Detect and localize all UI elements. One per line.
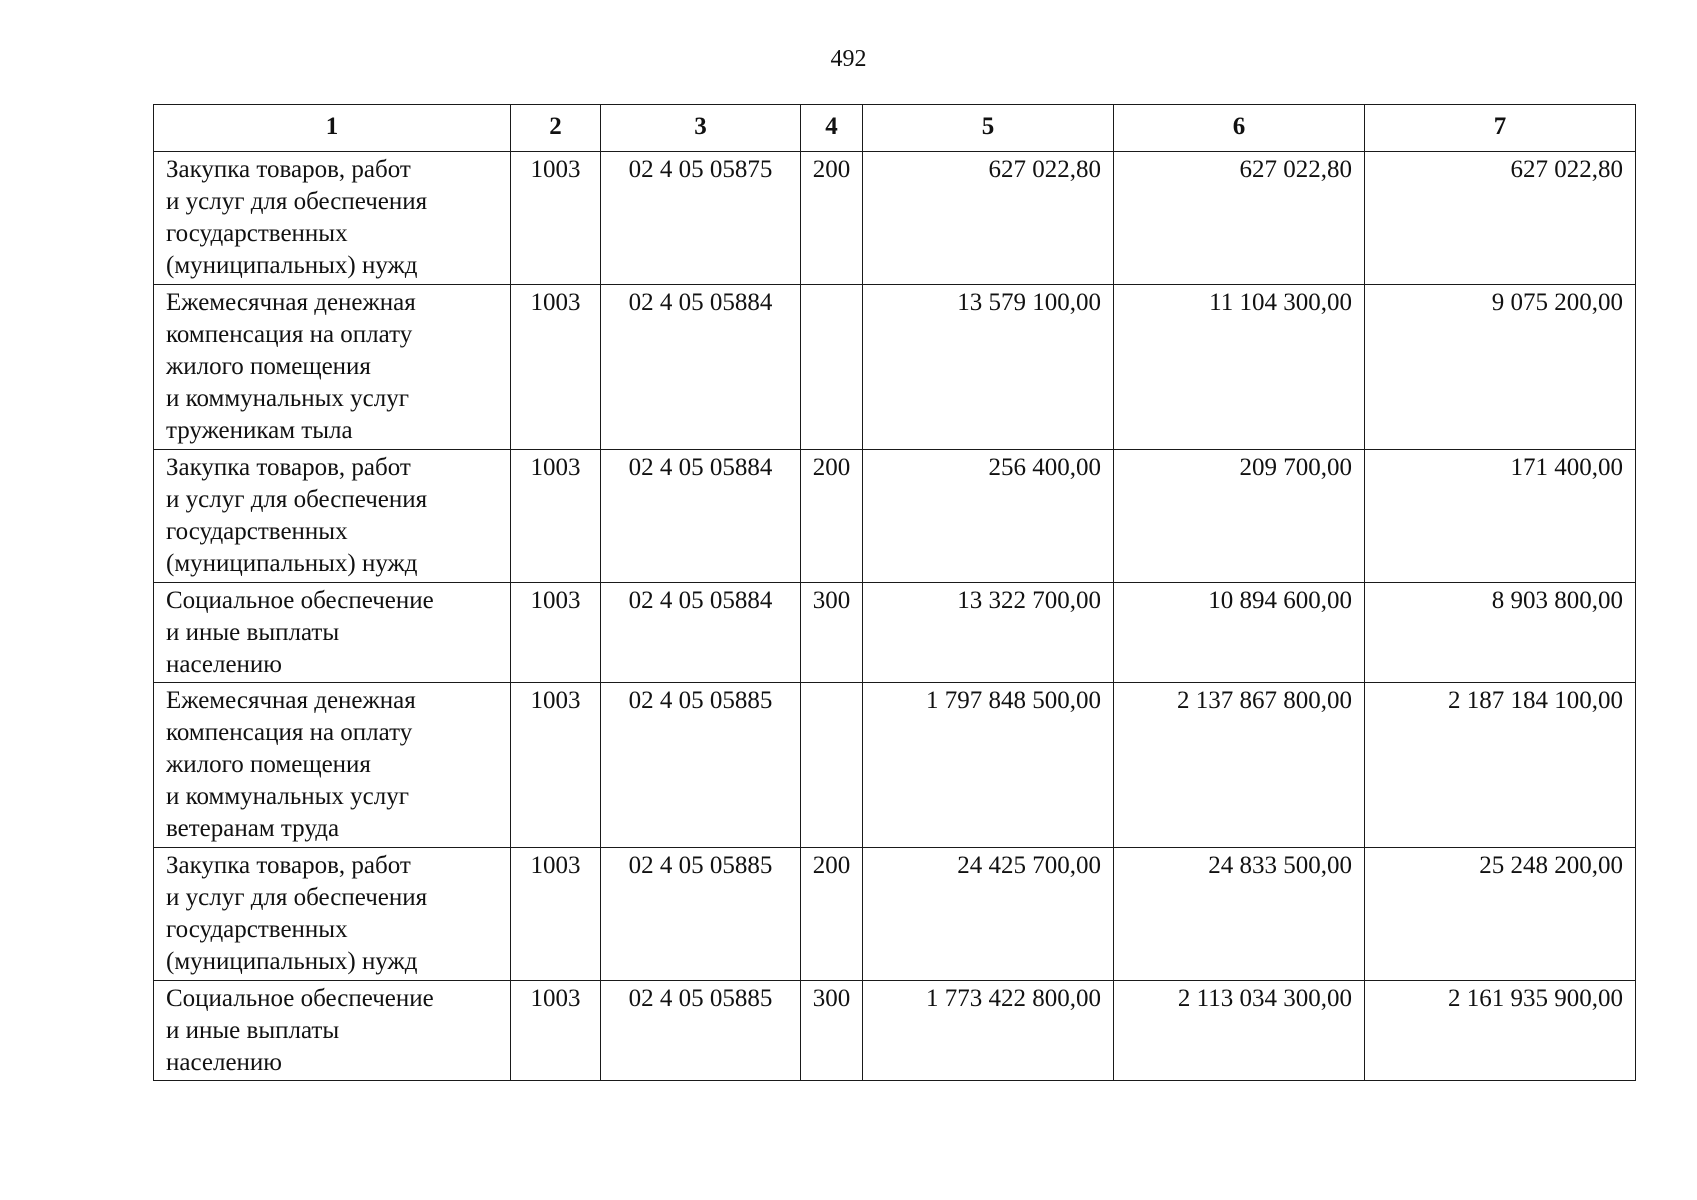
row-name-line: Закупка товаров, работ <box>166 156 411 183</box>
amount-year1-cell: 24 425 700,00 <box>863 848 1114 981</box>
row-name-line: Закупка товаров, работ <box>166 852 411 879</box>
row-name-line: жилого помещения <box>166 751 371 778</box>
column-header: 3 <box>601 105 801 152</box>
amount-year1-cell: 1 773 422 800,00 <box>863 981 1114 1081</box>
amount-year3-cell: 2 187 184 100,00 <box>1365 683 1636 848</box>
section-code-cell: 1003 <box>511 583 601 683</box>
row-name-line: и коммунальных услуг <box>166 783 409 810</box>
target-code-cell: 02 4 05 05884 <box>601 450 801 583</box>
amount-year2-cell: 11 104 300,00 <box>1114 285 1365 450</box>
section-code-cell: 1003 <box>511 683 601 848</box>
budget-table <box>153 104 1636 1081</box>
target-code-cell: 02 4 05 05885 <box>601 683 801 848</box>
row-name-cell <box>154 848 511 981</box>
target-code-cell: 02 4 05 05884 <box>601 285 801 450</box>
row-name-line: государственных <box>166 220 348 247</box>
row-name-line: труженикам тыла <box>166 417 353 444</box>
table-row <box>154 683 1636 848</box>
row-name-line: населению <box>166 1049 282 1076</box>
expense-type-cell: 200 <box>801 848 863 981</box>
column-header: 2 <box>511 105 601 152</box>
row-name-line: и услуг для обеспечения <box>166 486 428 513</box>
amount-year3-cell: 627 022,80 <box>1365 152 1636 285</box>
row-name-line: Социальное обеспечение <box>166 985 434 1012</box>
row-name-line: и иные выплаты <box>166 619 340 646</box>
amount-year3-cell: 171 400,00 <box>1365 450 1636 583</box>
amount-year1-cell: 627 022,80 <box>863 152 1114 285</box>
row-name-line: и услуг для обеспечения <box>166 188 428 215</box>
section-code-cell: 1003 <box>511 848 601 981</box>
table-row <box>154 450 1636 583</box>
row-name-line: и коммунальных услуг <box>166 385 409 412</box>
amount-year1-cell: 256 400,00 <box>863 450 1114 583</box>
amount-year3-cell: 2 161 935 900,00 <box>1365 981 1636 1081</box>
target-code-cell: 02 4 05 05884 <box>601 583 801 683</box>
amount-year1-cell: 13 579 100,00 <box>863 285 1114 450</box>
expense-type-cell: 300 <box>801 583 863 683</box>
amount-year3-cell: 9 075 200,00 <box>1365 285 1636 450</box>
section-code-cell: 1003 <box>511 285 601 450</box>
row-name-line: и иные выплаты <box>166 1017 340 1044</box>
table-header-row <box>154 105 1636 152</box>
row-name-line: компенсация на оплату <box>166 719 413 746</box>
target-code-cell: 02 4 05 05885 <box>601 981 801 1081</box>
row-name-line: жилого помещения <box>166 353 371 380</box>
table-row <box>154 981 1636 1081</box>
row-name-line: ветеранам труда <box>166 815 340 842</box>
row-name-line: населению <box>166 651 282 678</box>
row-name-line: Ежемесячная денежная <box>166 289 416 316</box>
expense-type-cell <box>801 683 863 848</box>
row-name-line: и услуг для обеспечения <box>166 884 428 911</box>
table-row <box>154 583 1636 683</box>
column-header: 7 <box>1365 105 1636 152</box>
section-code-cell: 1003 <box>511 450 601 583</box>
amount-year3-cell: 25 248 200,00 <box>1365 848 1636 981</box>
amount-year1-cell: 13 322 700,00 <box>863 583 1114 683</box>
target-code-cell: 02 4 05 05875 <box>601 152 801 285</box>
column-header: 4 <box>801 105 863 152</box>
row-name-line: (муниципальных) нужд <box>166 948 418 975</box>
row-name-line: компенсация на оплату <box>166 321 413 348</box>
row-name-line: Закупка товаров, работ <box>166 454 411 481</box>
amount-year2-cell: 627 022,80 <box>1114 152 1365 285</box>
row-name-line: Социальное обеспечение <box>166 587 434 614</box>
expense-type-cell <box>801 285 863 450</box>
section-code-cell: 1003 <box>511 981 601 1081</box>
amount-year2-cell: 209 700,00 <box>1114 450 1365 583</box>
page-number: 492 <box>830 46 867 72</box>
row-name-cell <box>154 450 511 583</box>
row-name-cell <box>154 285 511 450</box>
column-header: 1 <box>154 105 511 152</box>
row-name-line: государственных <box>166 916 348 943</box>
amount-year2-cell: 10 894 600,00 <box>1114 583 1365 683</box>
amount-year2-cell: 24 833 500,00 <box>1114 848 1365 981</box>
row-name-cell <box>154 683 511 848</box>
row-name-line: (муниципальных) нужд <box>166 252 418 279</box>
row-name-line: Ежемесячная денежная <box>166 687 416 714</box>
column-header: 6 <box>1114 105 1365 152</box>
amount-year1-cell: 1 797 848 500,00 <box>863 683 1114 848</box>
amount-year3-cell: 8 903 800,00 <box>1365 583 1636 683</box>
row-name-line: государственных <box>166 518 348 545</box>
target-code-cell: 02 4 05 05885 <box>601 848 801 981</box>
table-row <box>154 848 1636 981</box>
table-row <box>154 285 1636 450</box>
row-name-cell <box>154 152 511 285</box>
amount-year2-cell: 2 137 867 800,00 <box>1114 683 1365 848</box>
section-code-cell: 1003 <box>511 152 601 285</box>
table-row <box>154 152 1636 285</box>
expense-type-cell: 200 <box>801 152 863 285</box>
expense-type-cell: 300 <box>801 981 863 1081</box>
column-header: 5 <box>863 105 1114 152</box>
row-name-cell <box>154 583 511 683</box>
row-name-cell <box>154 981 511 1081</box>
expense-type-cell: 200 <box>801 450 863 583</box>
amount-year2-cell: 2 113 034 300,00 <box>1114 981 1365 1081</box>
row-name-line: (муниципальных) нужд <box>166 550 418 577</box>
